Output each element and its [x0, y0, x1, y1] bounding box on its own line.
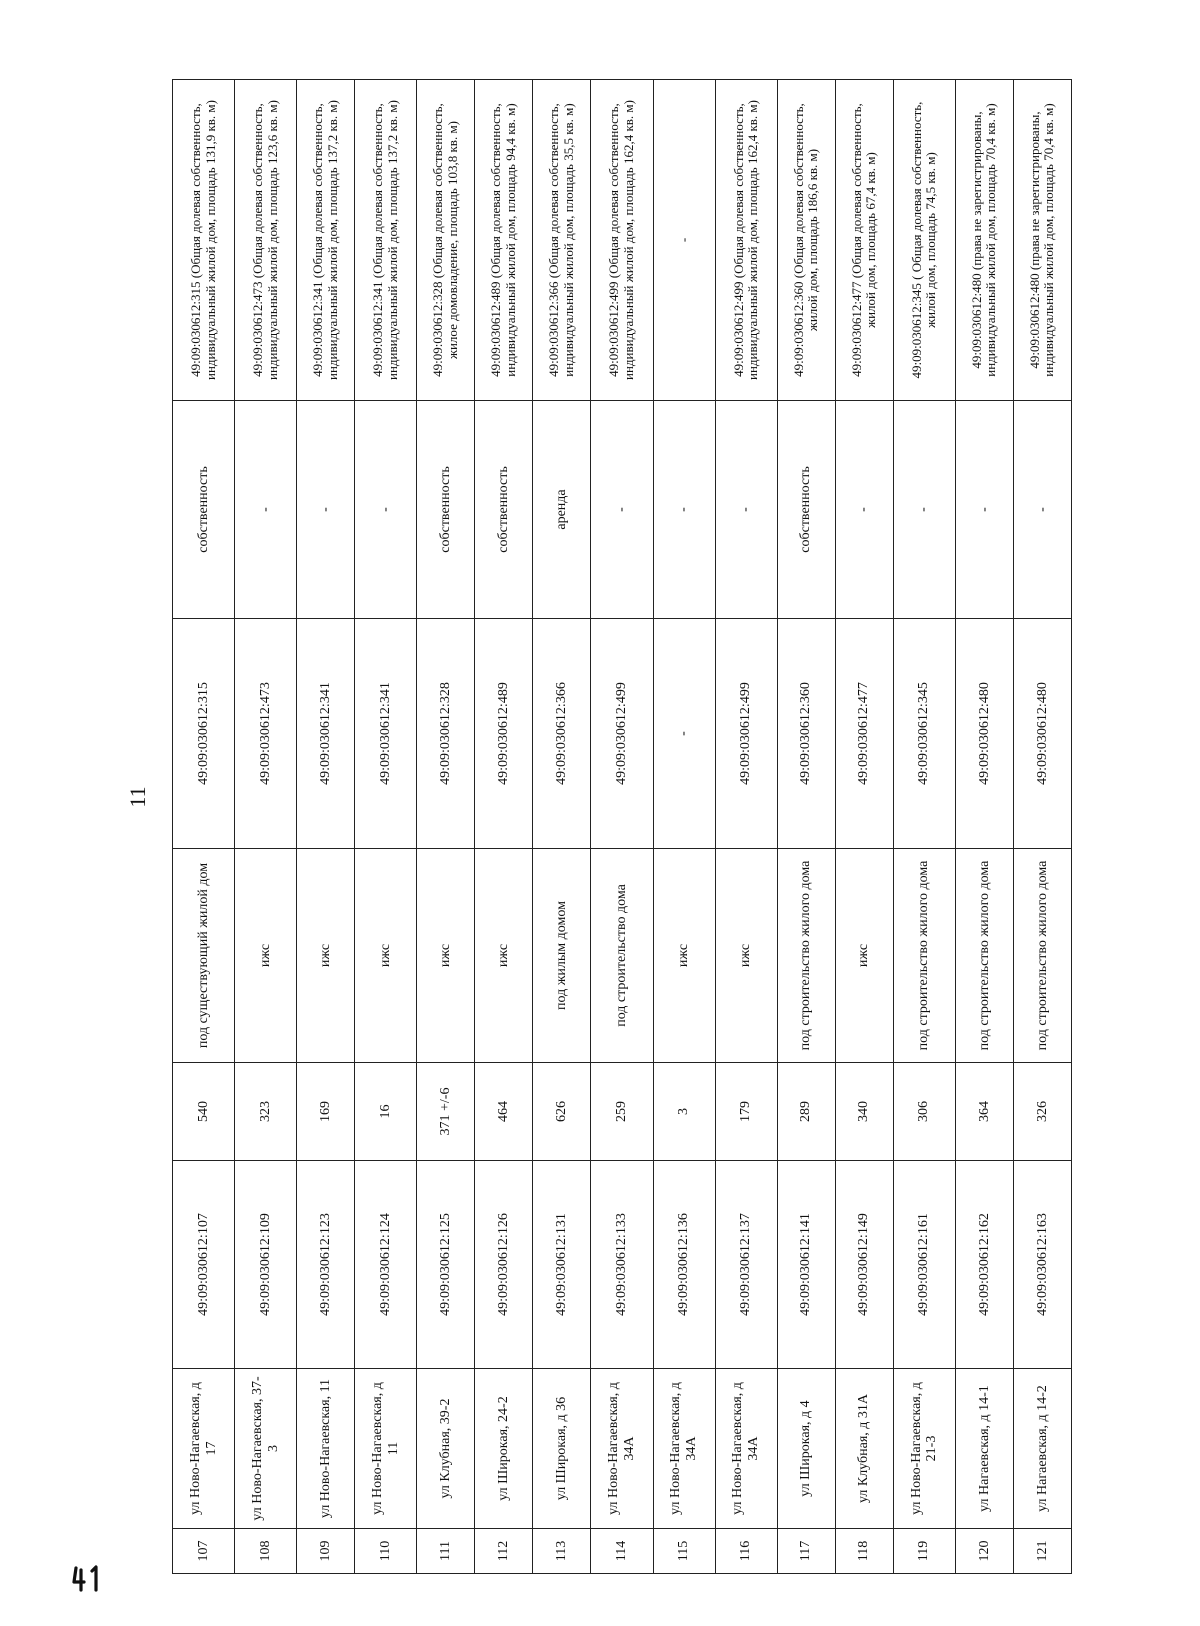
- row-number-cell: 119: [893, 1529, 955, 1574]
- address-cell: ул Ново-Нагаевская, 37-3: [235, 1369, 297, 1529]
- object-cadastral-number-cell: 49:09:030612:499: [715, 619, 777, 849]
- plot-cadastral-number-cell: 49:09:030612:126: [475, 1161, 533, 1369]
- plot-cadastral-number-cell: 49:09:030612:123: [297, 1161, 355, 1369]
- row-number-cell: 109: [297, 1529, 355, 1574]
- object-info-cell: 49:09:030612:328 (Общая долевая собственность, жилое домовладение, площадь 103,8 кв. м): [417, 80, 475, 401]
- plot-area-cell: 179: [715, 1063, 777, 1161]
- permitted-use-cell: под строительство дома: [591, 849, 653, 1063]
- permitted-use-cell: под строительство жилого дома: [777, 849, 835, 1063]
- address-cell: ул Клубная, 39-2: [417, 1369, 475, 1529]
- right-type-cell: -: [715, 401, 777, 619]
- plot-cadastral-number-cell: 49:09:030612:124: [355, 1161, 417, 1369]
- permitted-use-cell: ижс: [475, 849, 533, 1063]
- permitted-use-cell: под строительство жилого дома: [893, 849, 955, 1063]
- plot-area-cell: 3: [653, 1063, 715, 1161]
- object-info-cell: 49:09:030612:489 (Общая долевая собственность, индивидуальный жилой дом, площадь 94,4 кв. м): [475, 80, 533, 401]
- object-cadastral-number-cell: 49:09:030612:360: [777, 619, 835, 849]
- table-row: [355, 80, 417, 1574]
- object-cadastral-number-cell: 49:09:030612:480: [1013, 619, 1071, 849]
- object-cadastral-number-cell: 49:09:030612:473: [235, 619, 297, 849]
- plot-cadastral-number-cell: 49:09:030612:163: [1013, 1161, 1071, 1369]
- object-cadastral-number-cell: 49:09:030612:480: [955, 619, 1013, 849]
- plot-area-cell: 306: [893, 1063, 955, 1161]
- table-row: [475, 80, 533, 1574]
- permitted-use-cell: ижс: [715, 849, 777, 1063]
- permitted-use-cell: ижс: [835, 849, 893, 1063]
- object-info-cell: 49:09:030612:499 (Общая долевая собственность, индивидуальный жилой дом, площадь 162,4 кв. м): [715, 80, 777, 401]
- page-number: 11: [125, 786, 150, 808]
- plot-area-cell: 464: [475, 1063, 533, 1161]
- object-cadastral-number-cell: 49:09:030612:499: [591, 619, 653, 849]
- row-number-cell: 112: [475, 1529, 533, 1574]
- row-number-cell: 113: [533, 1529, 591, 1574]
- object-info-cell: 49:09:030612:315 (Общая долевая собственность, индивидуальный жилой дом, площадь 131,9 кв. м): [173, 80, 235, 401]
- table-row: [715, 80, 777, 1574]
- land-plot-registry-table: [172, 79, 1072, 1574]
- plot-cadastral-number-cell: 49:09:030612:109: [235, 1161, 297, 1369]
- address-cell: ул Ново-Нагаевская, д 34А: [591, 1369, 653, 1529]
- right-type-cell: аренда: [533, 401, 591, 619]
- object-cadastral-number-cell: 49:09:030612:328: [417, 619, 475, 849]
- plot-area-cell: 371 +/-6: [417, 1063, 475, 1161]
- table-row: [417, 80, 475, 1574]
- row-number-cell: 108: [235, 1529, 297, 1574]
- registry-table-rotated: [172, 80, 1072, 1574]
- permitted-use-cell: под строительство жилого дома: [1013, 849, 1071, 1063]
- right-type-cell: собственность: [417, 401, 475, 619]
- plot-area-cell: 340: [835, 1063, 893, 1161]
- plot-cadastral-number-cell: 49:09:030612:141: [777, 1161, 835, 1369]
- right-type-cell: -: [653, 401, 715, 619]
- address-cell: ул Ново-Нагаевская, д 21-3: [893, 1369, 955, 1529]
- plot-cadastral-number-cell: 49:09:030612:161: [893, 1161, 955, 1369]
- permitted-use-cell: ижс: [653, 849, 715, 1063]
- row-number-cell: 121: [1013, 1529, 1071, 1574]
- plot-cadastral-number-cell: 49:09:030612:149: [835, 1161, 893, 1369]
- address-cell: ул Нагаевская, д 14-2: [1013, 1369, 1071, 1529]
- permitted-use-cell: ижс: [297, 849, 355, 1063]
- right-type-cell: -: [835, 401, 893, 619]
- object-cadastral-number-cell: 49:09:030612:341: [297, 619, 355, 849]
- object-cadastral-number-cell: 49:09:030612:366: [533, 619, 591, 849]
- row-number-cell: 110: [355, 1529, 417, 1574]
- row-number-cell: 116: [715, 1529, 777, 1574]
- plot-area-cell: 626: [533, 1063, 591, 1161]
- address-cell: ул Широкая, д 4: [777, 1369, 835, 1529]
- plot-area-cell: 364: [955, 1063, 1013, 1161]
- object-cadastral-number-cell: 49:09:030612:341: [355, 619, 417, 849]
- right-type-cell: -: [355, 401, 417, 619]
- table-row: [173, 80, 235, 1574]
- object-info-cell: 49:09:030612:480 (права не зарегистрированы, индивидуальный жилой дом, площадь 70,4 кв. м): [1013, 80, 1071, 401]
- plot-cadastral-number-cell: 49:09:030612:136: [653, 1161, 715, 1369]
- plot-area-cell: 326: [1013, 1063, 1071, 1161]
- permitted-use-cell: под строительство жилого дома: [955, 849, 1013, 1063]
- row-number-cell: 115: [653, 1529, 715, 1574]
- permitted-use-cell: ижс: [355, 849, 417, 1063]
- table-row: [777, 80, 835, 1574]
- right-type-cell: -: [955, 401, 1013, 619]
- permitted-use-cell: ижс: [417, 849, 475, 1063]
- right-type-cell: -: [235, 401, 297, 619]
- plot-cadastral-number-cell: 49:09:030612:133: [591, 1161, 653, 1369]
- plot-area-cell: 16: [355, 1063, 417, 1161]
- plot-area-cell: 169: [297, 1063, 355, 1161]
- table-row: [1013, 80, 1071, 1574]
- row-number-cell: 114: [591, 1529, 653, 1574]
- right-type-cell: -: [1013, 401, 1071, 619]
- address-cell: ул Ново-Нагаевская, д 17: [173, 1369, 235, 1529]
- row-number-cell: 117: [777, 1529, 835, 1574]
- address-cell: ул Ново-Нагаевская, д 34А: [653, 1369, 715, 1529]
- table-row: [955, 80, 1013, 1574]
- object-cadastral-number-cell: 49:09:030612:315: [173, 619, 235, 849]
- plot-cadastral-number-cell: 49:09:030612:125: [417, 1161, 475, 1369]
- plot-area-cell: 259: [591, 1063, 653, 1161]
- table-row: [235, 80, 297, 1574]
- table-row: [653, 80, 715, 1574]
- object-info-cell: -: [653, 80, 715, 401]
- object-cadastral-number-cell: 49:09:030612:489: [475, 619, 533, 849]
- handwritten-page-mark: [70, 1562, 104, 1596]
- row-number-cell: 120: [955, 1529, 1013, 1574]
- right-type-cell: -: [297, 401, 355, 619]
- row-number-cell: 118: [835, 1529, 893, 1574]
- table-row: [533, 80, 591, 1574]
- plot-cadastral-number-cell: 49:09:030612:162: [955, 1161, 1013, 1369]
- address-cell: ул Нагаевская, д 14-1: [955, 1369, 1013, 1529]
- address-cell: ул Ново-Нагаевская, д 11: [355, 1369, 417, 1529]
- plot-area-cell: 323: [235, 1063, 297, 1161]
- object-cadastral-number-cell: 49:09:030612:477: [835, 619, 893, 849]
- object-info-cell: 49:09:030612:341 (Общая долевая собственность, индивидуальный жилой дом, площадь 137,2 кв. м): [355, 80, 417, 401]
- address-cell: ул Широкая, д 36: [533, 1369, 591, 1529]
- object-info-cell: 49:09:030612:473 (Общая долевая собственность, индивидуальный жилой дом, площадь 123,6 кв. м): [235, 80, 297, 401]
- permitted-use-cell: под существующий жилой дом: [173, 849, 235, 1063]
- address-cell: ул Ново-Нагаевская, 11: [297, 1369, 355, 1529]
- table-row: [893, 80, 955, 1574]
- plot-area-cell: 289: [777, 1063, 835, 1161]
- object-info-cell: 49:09:030612:499 (Общая долевая собственность, индивидуальный жилой дом, площадь 162,4 кв. м): [591, 80, 653, 401]
- right-type-cell: собственность: [475, 401, 533, 619]
- row-number-cell: 107: [173, 1529, 235, 1574]
- right-type-cell: собственность: [777, 401, 835, 619]
- object-cadastral-number-cell: -: [653, 619, 715, 849]
- row-number-cell: 111: [417, 1529, 475, 1574]
- table-row: [591, 80, 653, 1574]
- table-row: [297, 80, 355, 1574]
- plot-cadastral-number-cell: 49:09:030612:137: [715, 1161, 777, 1369]
- object-info-cell: 49:09:030612:345 ( Общая долевая собственность, жилой дом, площадь 74,5 кв. м): [893, 80, 955, 401]
- plot-cadastral-number-cell: 49:09:030612:131: [533, 1161, 591, 1369]
- object-info-cell: 49:09:030612:360 (Общая долевая собственность, жилой дом, площадь 186,6 кв. м): [777, 80, 835, 401]
- object-info-cell: 49:09:030612:480 (права не зарегистрированы, индивидуальный жилой дом, площадь 70,4 кв. м): [955, 80, 1013, 401]
- address-cell: ул Клубная, д 31А: [835, 1369, 893, 1529]
- registry-table-body: [173, 80, 1072, 1574]
- plot-area-cell: 540: [173, 1063, 235, 1161]
- object-info-cell: 49:09:030612:341 (Общая долевая собственность, индивидуальный жилой дом, площадь 137,2 кв. м): [297, 80, 355, 401]
- right-type-cell: -: [893, 401, 955, 619]
- permitted-use-cell: под жилым домом: [533, 849, 591, 1063]
- object-info-cell: 49:09:030612:477 (Общая долевая собственность, жилой дом, площадь 67,4 кв. м): [835, 80, 893, 401]
- plot-cadastral-number-cell: 49:09:030612:107: [173, 1161, 235, 1369]
- right-type-cell: -: [591, 401, 653, 619]
- object-info-cell: 49:09:030612:366 (Общая долевая собственность, индивидуальный жилой дом, площадь 35,5 кв. м): [533, 80, 591, 401]
- address-cell: ул Широкая, 24-2: [475, 1369, 533, 1529]
- permitted-use-cell: ижс: [235, 849, 297, 1063]
- object-cadastral-number-cell: 49:09:030612:345: [893, 619, 955, 849]
- right-type-cell: собственность: [173, 401, 235, 619]
- table-row: [835, 80, 893, 1574]
- address-cell: ул Ново-Нагаевская, д 34А: [715, 1369, 777, 1529]
